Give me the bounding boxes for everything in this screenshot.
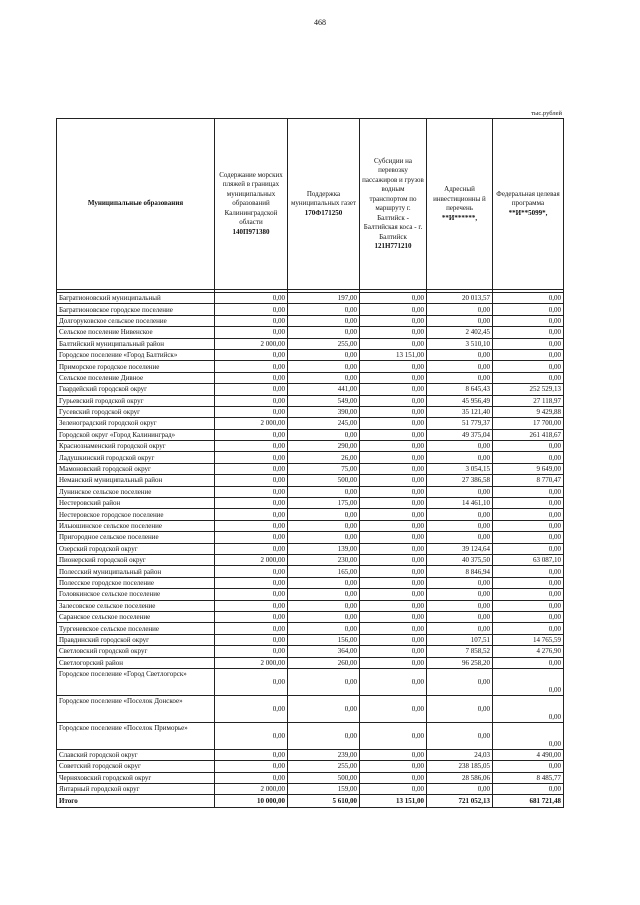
municipality-name: Янтарный городской округ [57,784,215,795]
value-cell: 0,00 [215,429,288,440]
value-cell: 0,00 [493,304,564,315]
value-cell: 14 461,10 [427,498,493,509]
table-row [57,554,564,565]
value-cell: 0,00 [427,441,493,452]
value-cell: 0,00 [427,520,493,531]
value-cell: 0,00 [493,577,564,588]
table-row [57,520,564,531]
value-cell: 0,00 [215,623,288,634]
page-number: 468 [314,18,326,27]
value-cell: 0,00 [288,509,360,520]
value-cell: 0,00 [360,600,427,611]
value-cell: 0,00 [360,372,427,383]
value-cell: 13 151,00 [360,349,427,360]
value-cell: 0,00 [360,486,427,497]
municipality-name: Славский городской округ [57,749,215,760]
value-cell: 2 000,00 [215,554,288,565]
table-row [57,668,564,695]
value-cell: 255,00 [288,761,360,772]
value-cell: 3 054,15 [427,463,493,474]
municipality-name: Багратионовское городское поселение [57,304,215,315]
value-cell: 681 721,48 [493,795,564,808]
value-cell: 8 645,43 [427,384,493,395]
municipality-name: Городское поселение «Поселок Донское» [57,695,215,722]
table-row [57,509,564,520]
value-cell: 0,00 [215,634,288,645]
municipality-name: Нестеровское городское поселение [57,509,215,520]
value-cell: 441,00 [288,384,360,395]
value-cell: 0,00 [493,532,564,543]
value-cell: 63 087,10 [493,554,564,565]
value-cell: 0,00 [493,498,564,509]
value-cell: 0,00 [215,486,288,497]
table-row [57,657,564,668]
municipality-name: Неманский муниципальный район [57,475,215,486]
value-cell: 0,00 [427,623,493,634]
value-cell: 255,00 [288,338,360,349]
municipality-name: Городское поселение «Город Балтийск» [57,349,215,360]
value-cell: 0,00 [427,486,493,497]
value-cell: 75,00 [288,463,360,474]
table-row [57,784,564,795]
value-cell: 0,00 [360,463,427,474]
value-cell: 0,00 [360,406,427,417]
value-cell: 0,00 [493,372,564,383]
table-row [57,384,564,395]
municipality-name: Полесское городское поселение [57,577,215,588]
value-cell: 0,00 [215,406,288,417]
value-cell: 0,00 [493,441,564,452]
header-row [57,119,564,290]
value-cell: 0,00 [360,475,427,486]
value-cell: 2 000,00 [215,338,288,349]
value-cell: 0,00 [360,749,427,760]
value-cell: 0,00 [215,520,288,531]
value-cell: 0,00 [360,532,427,543]
value-cell: 0,00 [360,395,427,406]
value-cell: 0,00 [215,532,288,543]
table-row [57,566,564,577]
municipality-name: Светлогорский район [57,657,215,668]
table-row [57,722,564,749]
value-cell: 0,00 [360,784,427,795]
value-cell: 721 052,13 [427,795,493,808]
table-row [57,293,564,304]
value-cell: 0,00 [215,543,288,554]
value-cell: 0,00 [215,372,288,383]
municipality-name: Сельское поселение Нивенское [57,327,215,338]
value-cell: 0,00 [215,749,288,760]
header-investment-list: Адресный инвестиционны й перечень **И******, [427,119,493,290]
value-cell: 20 013,57 [427,293,493,304]
table-row [57,441,564,452]
value-cell: 0,00 [360,634,427,645]
value-cell: 500,00 [288,475,360,486]
value-cell: 0,00 [360,293,427,304]
value-cell: 0,00 [427,589,493,600]
value-cell: 0,00 [360,520,427,531]
table-row [57,406,564,417]
municipality-name: Светловский городской округ [57,646,215,657]
table-row [57,611,564,622]
value-cell: 51 779,37 [427,418,493,429]
municipality-name: Долгоруковское сельское поселение [57,315,215,326]
value-cell: 0,00 [215,293,288,304]
value-cell: 0,00 [427,695,493,722]
value-cell: 0,00 [215,452,288,463]
value-cell: 364,00 [288,646,360,657]
municipality-name: Залесовское сельское поселение [57,600,215,611]
value-cell: 0,00 [215,772,288,783]
value-cell: 0,00 [215,304,288,315]
value-cell: 0,00 [493,452,564,463]
table-row [57,304,564,315]
municipality-name: Озерский городской округ [57,543,215,554]
value-cell: 0,00 [288,532,360,543]
value-cell: 9 429,88 [493,406,564,417]
table-row [57,338,564,349]
value-cell: 0,00 [427,315,493,326]
municipality-name: Балтийский муниципальный район [57,338,215,349]
municipality-name: Головкинское сельское поселение [57,589,215,600]
value-cell: 0,00 [427,600,493,611]
value-cell: 107,51 [427,634,493,645]
table-row [57,761,564,772]
value-cell: 0,00 [493,566,564,577]
value-cell: 0,00 [360,623,427,634]
value-cell: 0,00 [427,509,493,520]
value-cell: 159,00 [288,784,360,795]
value-cell: 49 375,04 [427,429,493,440]
header-newspapers: Поддержка муниципальных газет 170Ф171250 [288,119,360,290]
value-cell: 0,00 [427,372,493,383]
value-cell: 8 770,47 [493,475,564,486]
value-cell: 26,00 [288,452,360,463]
value-cell: 0,00 [360,441,427,452]
municipality-name: Лунинское сельское поселение [57,486,215,497]
value-cell: 0,00 [360,361,427,372]
value-cell: 239,00 [288,749,360,760]
value-cell: 0,00 [427,532,493,543]
value-cell: 0,00 [493,657,564,668]
value-cell: 0,00 [288,611,360,622]
value-cell: 0,00 [360,772,427,783]
table-row [57,327,564,338]
value-cell: 0,00 [360,429,427,440]
value-cell: 252 529,13 [493,384,564,395]
value-cell: 9 649,00 [493,463,564,474]
value-cell: 8 846,94 [427,566,493,577]
value-cell: 0,00 [493,327,564,338]
value-cell: 0,00 [427,611,493,622]
value-cell: 0,00 [288,486,360,497]
value-cell: 0,00 [288,623,360,634]
value-cell: 197,00 [288,293,360,304]
value-cell: 0,00 [427,722,493,749]
value-cell: 2 000,00 [215,657,288,668]
value-cell: 27 118,97 [493,395,564,406]
value-cell: 0,00 [493,784,564,795]
header-federal-program: Федеральная целевая программа **И**5099*, [493,119,564,290]
value-cell: 0,00 [493,338,564,349]
value-cell: 175,00 [288,498,360,509]
value-cell: 0,00 [360,304,427,315]
value-cell: 0,00 [288,304,360,315]
value-cell: 0,00 [215,361,288,372]
value-cell: 40 375,50 [427,554,493,565]
municipality-name: Мамоновский городской округ [57,463,215,474]
value-cell: 0,00 [360,543,427,554]
municipality-name: Сельское поселение Дивное [57,372,215,383]
value-cell: 0,00 [215,611,288,622]
value-cell: 0,00 [360,589,427,600]
value-cell: 0,00 [427,361,493,372]
municipality-name: Краснознаменский городской округ [57,441,215,452]
value-cell: 24,03 [427,749,493,760]
value-cell: 0,00 [360,668,427,695]
value-cell: 0,00 [215,722,288,749]
value-cell: 0,00 [493,315,564,326]
value-cell: 0,00 [288,315,360,326]
value-cell: 2 402,45 [427,327,493,338]
value-cell: 500,00 [288,772,360,783]
value-cell: 0,00 [493,623,564,634]
value-cell: 0,00 [215,600,288,611]
value-cell: 3 510,10 [427,338,493,349]
value-cell: 0,00 [360,554,427,565]
value-cell: 0,00 [493,361,564,372]
table-row [57,695,564,722]
value-cell: 260,00 [288,657,360,668]
table-row [57,532,564,543]
value-cell: 0,00 [288,327,360,338]
value-cell: 0,00 [427,304,493,315]
table-row [57,429,564,440]
municipality-name: Тургеневское сельское поселение [57,623,215,634]
value-cell: 0,00 [493,600,564,611]
municipality-name: Ильюшинское сельское поселение [57,520,215,531]
value-cell: 5 610,00 [288,795,360,808]
value-cell: 0,00 [288,429,360,440]
value-cell: 0,00 [215,761,288,772]
value-cell: 0,00 [360,657,427,668]
municipality-name: Черняховский городской округ [57,772,215,783]
value-cell: 0,00 [215,589,288,600]
value-cell: 0,00 [360,509,427,520]
table-row [57,543,564,554]
value-cell: 0,00 [493,543,564,554]
value-cell: 0,00 [288,349,360,360]
table-row [57,646,564,657]
value-cell: 0,00 [215,463,288,474]
value-cell: 0,00 [360,646,427,657]
municipality-name: Городское поселение «Поселок Приморье» [57,722,215,749]
table-row [57,600,564,611]
value-cell: 0,00 [427,668,493,695]
table-row [57,452,564,463]
value-cell: 2 000,00 [215,418,288,429]
table-row [57,749,564,760]
table-row [57,361,564,372]
municipality-name: Нестеровский район [57,498,215,509]
municipality-name: Правдинский городской округ [57,634,215,645]
value-cell: 17 700,00 [493,418,564,429]
value-cell: 0,00 [360,315,427,326]
value-cell: 4 276,90 [493,646,564,657]
value-cell: 0,00 [288,722,360,749]
municipality-name: Ладушкинский городской округ [57,452,215,463]
value-cell: 0,00 [360,761,427,772]
value-cell: 238 185,05 [427,761,493,772]
value-cell: 45 956,49 [427,395,493,406]
municipality-name: Полесский муниципальный район [57,566,215,577]
value-cell: 0,00 [493,589,564,600]
value-cell: 0,00 [288,577,360,588]
value-cell: 0,00 [493,668,564,695]
value-cell: 0,00 [493,293,564,304]
header-water-transport: Субсидии на перевозку пассажиров и грузов водным транспортом по маршруту г. Балтийск - Балтийская коса - г. Балтийск 121Н771210 [360,119,427,290]
value-cell: 96 258,20 [427,657,493,668]
value-cell: 35 121,40 [427,406,493,417]
value-cell: 7 858,52 [427,646,493,657]
municipality-name: Пригородное сельское поселение [57,532,215,543]
municipality-name: Гусевский городской округ [57,406,215,417]
value-cell: 2 000,00 [215,784,288,795]
value-cell: 0,00 [427,784,493,795]
value-cell: 0,00 [360,577,427,588]
table-row [57,634,564,645]
value-cell: 0,00 [360,611,427,622]
table-row [57,498,564,509]
table-row [57,349,564,360]
value-cell: 0,00 [288,372,360,383]
value-cell: 0,00 [427,452,493,463]
total-row [57,795,564,808]
value-cell: 139,00 [288,543,360,554]
value-cell: 0,00 [215,395,288,406]
value-cell: 261 418,67 [493,429,564,440]
value-cell: 245,00 [288,418,360,429]
municipality-name: Городской округ «Город Калининград» [57,429,215,440]
value-cell: 0,00 [493,722,564,749]
value-cell: 0,00 [360,498,427,509]
value-cell: 27 386,58 [427,475,493,486]
value-cell: 14 765,59 [493,634,564,645]
value-cell: 0,00 [288,668,360,695]
header-municipalities: Муниципальные образования [57,119,215,290]
municipality-name: Багратионовский муниципальный [57,293,215,304]
value-cell: 0,00 [288,600,360,611]
municipality-name: Приморское городское поселение [57,361,215,372]
value-cell: 8 485,77 [493,772,564,783]
municipality-name: Советский городской округ [57,761,215,772]
value-cell: 0,00 [493,349,564,360]
value-cell: 0,00 [427,349,493,360]
value-cell: 165,00 [288,566,360,577]
value-cell: 4 490,00 [493,749,564,760]
value-cell: 0,00 [215,566,288,577]
value-cell: 0,00 [427,577,493,588]
table-row [57,475,564,486]
value-cell: 0,00 [493,486,564,497]
table-row [57,577,564,588]
value-cell: 0,00 [360,566,427,577]
table-row [57,772,564,783]
value-cell: 0,00 [215,327,288,338]
budget-table [56,118,564,808]
value-cell: 39 124,64 [427,543,493,554]
value-cell: 0,00 [215,577,288,588]
value-cell: 0,00 [360,338,427,349]
value-cell: 28 586,06 [427,772,493,783]
municipality-name: Зеленоградский городской округ [57,418,215,429]
value-cell: 0,00 [215,441,288,452]
value-cell: 549,00 [288,395,360,406]
value-cell: 0,00 [360,418,427,429]
value-cell: 0,00 [360,327,427,338]
table-row [57,463,564,474]
table-row [57,486,564,497]
value-cell: 0,00 [215,668,288,695]
municipality-name: Итого [57,795,215,808]
value-cell: 0,00 [288,361,360,372]
municipality-name: Пионерский городской округ [57,554,215,565]
value-cell: 0,00 [215,498,288,509]
table-row [57,315,564,326]
value-cell: 0,00 [215,349,288,360]
value-cell: 0,00 [360,452,427,463]
value-cell: 0,00 [360,722,427,749]
municipality-name: Городское поселение «Город Светлогорск» [57,668,215,695]
value-cell: 0,00 [493,761,564,772]
value-cell: 0,00 [215,509,288,520]
table-row [57,395,564,406]
value-cell: 156,00 [288,634,360,645]
value-cell: 10 000,00 [215,795,288,808]
value-cell: 0,00 [215,475,288,486]
municipality-name: Гурьевский городской округ [57,395,215,406]
value-cell: 0,00 [288,520,360,531]
value-cell: 0,00 [360,695,427,722]
value-cell: 0,00 [493,520,564,531]
value-cell: 290,00 [288,441,360,452]
value-cell: 0,00 [215,384,288,395]
value-cell: 0,00 [215,695,288,722]
value-cell: 0,00 [215,646,288,657]
municipality-name: Гвардейский городской округ [57,384,215,395]
table-row [57,623,564,634]
table-row [57,372,564,383]
value-cell: 230,00 [288,554,360,565]
value-cell: 0,00 [360,384,427,395]
units-label: тыс.рублей [531,110,562,117]
table-row [57,418,564,429]
value-cell: 0,00 [493,611,564,622]
municipality-name: Саранское сельское поселение [57,611,215,622]
value-cell: 0,00 [215,315,288,326]
value-cell: 0,00 [493,695,564,722]
table-row [57,589,564,600]
value-cell: 0,00 [493,509,564,520]
value-cell: 390,00 [288,406,360,417]
header-beaches: Содержание морских пляжей в границах муниципальных образований Калининградской области 140П971380 [215,119,288,290]
value-cell: 13 151,00 [360,795,427,808]
value-cell: 0,00 [288,695,360,722]
value-cell: 0,00 [288,589,360,600]
